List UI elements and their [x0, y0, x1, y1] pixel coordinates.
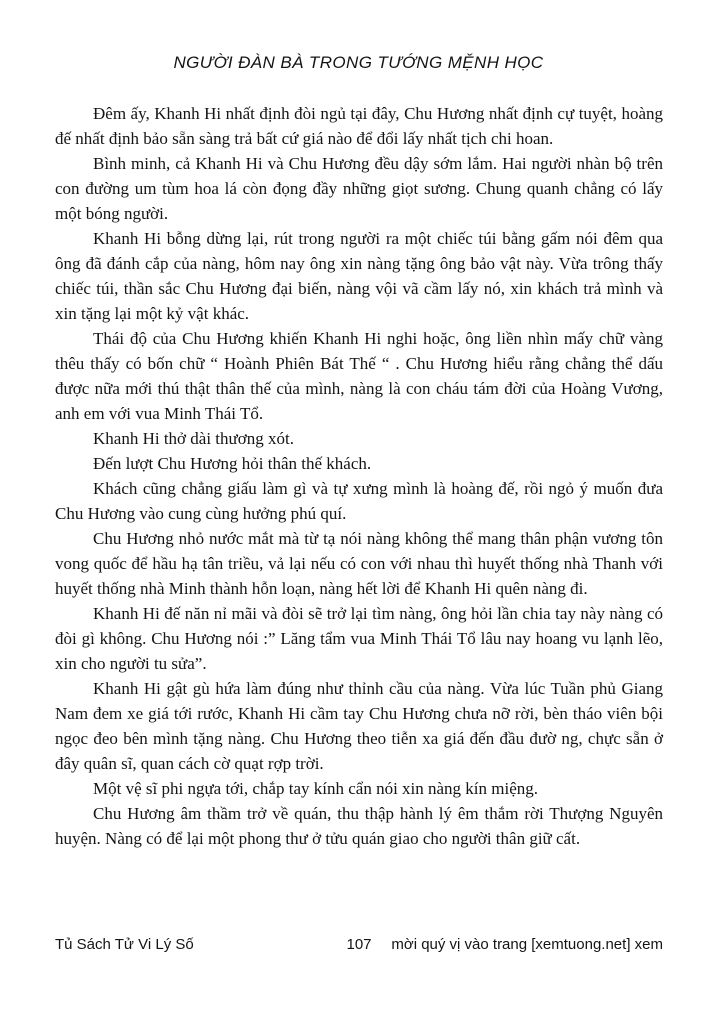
page-footer	[55, 936, 663, 956]
paragraph: Chu Hương nhỏ nước mắt mà từ tạ nói nàng không thể mang thân phận vương tôn vong quốc để hầu hạ tân triều, vả lại nếu có con với nhau thì huyết thống nhà Thanh với huyết thống nhà Minh thành hỗn loạn, nàng hết lời để Khanh Hi quên nàng đi.	[55, 529, 663, 598]
footer-site-note: mời quý vị vào trang [xemtuong.net] xem	[391, 936, 663, 953]
page-number: 107	[346, 936, 372, 953]
footer-series-title: Tủ Sách Tử Vi Lý Số	[55, 936, 194, 953]
paragraph: Khanh Hi thở dài thương xót.	[93, 429, 294, 448]
paragraph: Khanh Hi bỗng dừng lại, rút trong người ra một chiếc túi bằng gấm nói đêm qua ông đã đánh cắp của nàng, hôm nay ông xin nàng tặng ông bảo vật này. Vừa trông thấy chiếc túi, thần sắc Chu Hương đại biến, nàng vội vã cầm lấy nó, xin khách trả mình và xin tặng lại một kỷ vật khác.	[55, 229, 663, 323]
page-title: NGƯỜI ĐÀN BÀ TRONG TƯỚNG MỆNH HỌC	[173, 53, 544, 72]
paragraph: Một vệ sĩ phi ngựa tới, chắp tay kính cẩn nói xin nàng kín miệng.	[93, 779, 539, 798]
paragraph: Khách cũng chẳng giấu làm gì và tự xưng mình là hoàng đế, rồi ngỏ ý muốn đưa Chu Hương vào cung cùng hưởng phú quí.	[55, 479, 663, 523]
paragraph: Khanh Hi đế năn nỉ mãi và đòi sẽ trở lại tìm nàng, ông hỏi lần chia tay này nàng có đòi gì không. Chu Hương nói :” Lăng tẩm vua Minh Thái Tổ lâu nay hoang vu lạnh lẽo, xin cho người tu sửa”.	[55, 604, 663, 673]
paragraph: Bình minh, cả Khanh Hi và Chu Hương đều dậy sớm lắm. Hai người nhàn bộ trên con đường um tùm hoa lá còn đọng đầy những giọt sương. Chung quanh chẳng có lấy một bóng người.	[55, 154, 663, 223]
paragraph: Chu Hương âm thầm trở về quán, thu thập hành lý êm thắm rời Thượng Nguyên huyện. Nàng có để lại một phong thư ở tửu quán giao cho người thân giữ cất.	[55, 804, 663, 848]
body-text	[55, 101, 663, 851]
paragraph: Đêm ấy, Khanh Hi nhất định đòi ngủ tại đây, Chu Hương nhất định cự tuyệt, hoàng đế nhất định bảo sẵn sàng trả bất cứ giá nào để đổi lấy nhất tịch chi hoan.	[55, 104, 663, 148]
paragraph: Khanh Hi gật gù hứa làm đúng như thỉnh cầu của nàng. Vừa lúc Tuần phủ Giang Nam đem xe giá tới rước, Khanh Hi cầm tay Chu Hương chưa nỡ rời, bèn tháo viên bội ngọc đeo bên mình tặng nàng. Chu Hương theo tiễn xa giá đến đầu đườ ng, chực sẵn ở đây quân sĩ, quan cách cờ quạt rợp trời.	[55, 679, 663, 773]
paragraph: Thái độ của Chu Hương khiến Khanh Hi nghi hoặc, ông liền nhìn mấy chữ vàng thêu thấy có bốn chữ “ Hoành Phiên Bát Thế “ . Chu Hương hiểu rằng chẳng thể dấu được nữa mới thú thật thân thế của mình, nàng là con cháu tám đời của Hoàng Vương, anh em với vua Minh Thái Tổ.	[55, 329, 663, 423]
paragraph: Đến lượt Chu Hương hỏi thân thế khách.	[93, 454, 372, 473]
